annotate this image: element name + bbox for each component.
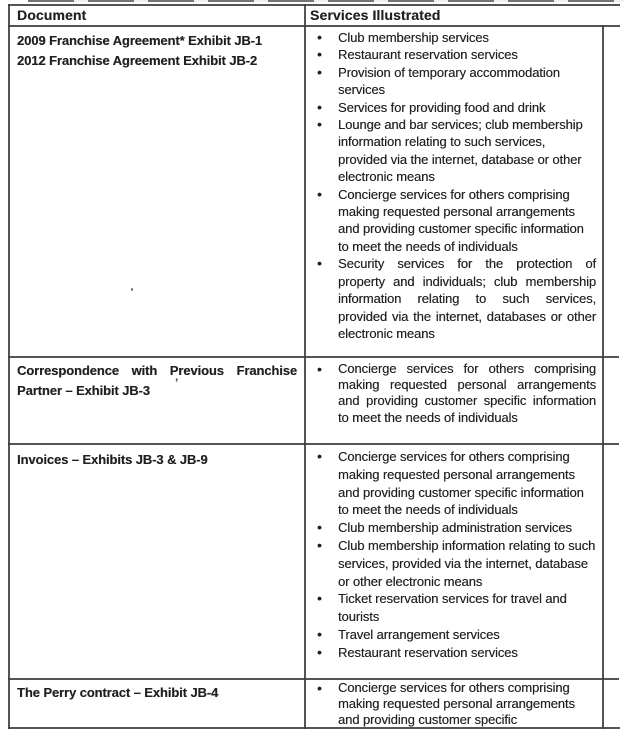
service-item: • Travel arrangement services (306, 626, 598, 644)
document-cell-line: The Perry contract – Exhibit JB-4 (17, 685, 219, 700)
scan-edge-noise (28, 0, 624, 2)
column-header-document: Document (17, 7, 87, 23)
service-item: • Restaurant reservation services (306, 46, 598, 63)
document-cell (17, 361, 297, 401)
service-item: • Ticket reservation services for travel and tourists (306, 590, 598, 626)
service-item: • Concierge services for others comprising making requested personal arrangements and providing customer specific (306, 680, 598, 728)
table-left-border (8, 4, 10, 729)
services-list (306, 361, 598, 426)
service-item: • Club membership administration services (306, 519, 598, 537)
document-cell (17, 683, 297, 703)
table-right-border (602, 25, 604, 729)
service-item: • Lounge and bar services; club membership information relating to such services, provided via the internet, database or other electronic means (306, 116, 598, 186)
document-cell (17, 450, 297, 470)
services-list (306, 680, 598, 728)
document-cell (17, 31, 297, 71)
service-item: • Club membership services (306, 29, 598, 46)
table-top-border (8, 4, 620, 6)
service-item: • Restaurant reservation services (306, 644, 598, 662)
service-item: • Provision of temporary accommodation services (306, 64, 598, 99)
document-cell-line: Correspondence with Previous Franchise Partner – Exhibit JB-3 (17, 363, 297, 398)
header-bottom-border (8, 25, 620, 27)
service-item: • Concierge services for others comprising making requested personal arrangements and providing customer specific information to meet the needs of individuals (306, 186, 598, 256)
services-list (306, 29, 598, 342)
document-cell-line: 2009 Franchise Agreement* Exhibit JB-1 (17, 33, 262, 48)
service-item: • Club membership information relating to such services, provided via the internet, database or other electronic means (306, 537, 598, 590)
services-list (306, 448, 598, 662)
document-cell-line: Invoices – Exhibits JB-3 & JB-9 (17, 452, 208, 467)
document-cell-line: 2012 Franchise Agreement Exhibit JB-2 (17, 53, 258, 68)
service-item: • Concierge services for others comprising making requested personal arrangements and providing customer specific information to meet the needs of individuals (306, 448, 598, 519)
row-divider-1 (8, 356, 619, 358)
service-item: • Concierge services for others comprising making requested personal arrangements and providing customer specific information to meet the needs of individuals (306, 361, 598, 426)
scan-artifact-mark: ’ (175, 376, 179, 390)
scan-speck (131, 288, 133, 291)
column-header-services: Services Illustrated (310, 7, 441, 23)
service-item: • Security services for the protection of property and individuals; club membership information relating to such services, provided via the internet, databases or other electronic means (306, 255, 598, 342)
row-divider-2 (8, 443, 619, 445)
service-item: • Services for providing food and drink (306, 99, 598, 116)
